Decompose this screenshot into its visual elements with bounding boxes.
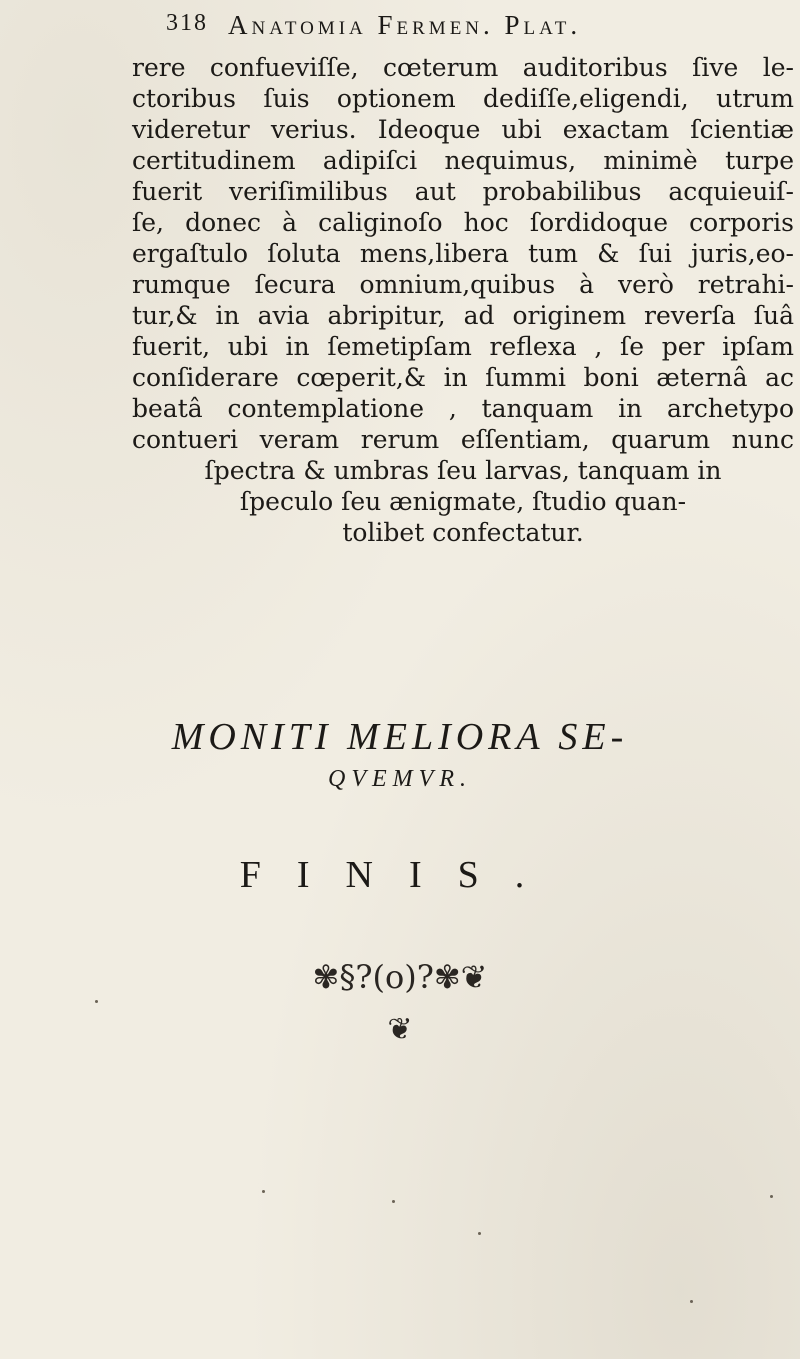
running-title: Anatomia Fermen. Plat. [228,10,582,40]
page-number: 318 [166,10,208,36]
text-line: beatâ contemplatione , tanquam in archetypo [132,394,794,423]
text-line: tolibet confectatur. [342,518,584,547]
text-line: videretur verius. Ideoque ubi exactam ſcientiæ [132,115,794,144]
text-line: ctoribus ſuis optionem dediſſe,eligendi, utrum [132,84,794,113]
text-line: ſe, donec à caliginoſo hoc ſordidoque corporis [132,208,794,237]
text-line: ſpectra & umbras ſeu larvas, tanquam in [204,456,722,485]
body-text [132,52,794,548]
paper-speck [392,1200,395,1203]
motto-line-2: QVEMVR. [328,766,472,792]
paper-speck [262,1190,265,1193]
text-line: rere confueviſſe, cœterum auditoribus ſive le- [132,53,794,82]
text-line: certitudinem adipiſci nequimus, minimè turpe [132,146,794,175]
text-line: fuerit veriſimilibus aut probabilibus acquieuiſ- [132,177,794,206]
paper-speck [770,1195,773,1198]
text-line: ſpeculo ſeu ænigmate, ſtudio quan- [239,487,687,516]
motto-line-1: MONITI MELIORA SE- [171,716,629,758]
text-line: contueri veram rerum eſſentiam, quarum nunc [132,425,794,454]
printers-ornament: ✾§?(o)?✾❦ [312,958,488,996]
running-head [166,10,796,44]
text-line: fuerit, ubi in ſemetipſam reflexa , ſe per ipſam [132,332,794,361]
paper-speck [95,1000,98,1003]
text-line: rumque ſecura omnium,quibus à verò retrahi- [132,270,794,299]
finis-heading: FINIS. [239,854,561,896]
text-line: tur,& in avia abripitur, ad originem reverſa ſuâ [132,301,794,330]
small-ornament: ❦ [387,1012,413,1047]
paper-speck [690,1300,693,1303]
paper-speck [478,1232,481,1235]
text-line: ergaſtulo ſoluta mens,libera tum & ſui juris,eo- [132,239,794,268]
text-line: conſiderare cœperit,& in ſummi boni æternâ ac [132,363,794,392]
